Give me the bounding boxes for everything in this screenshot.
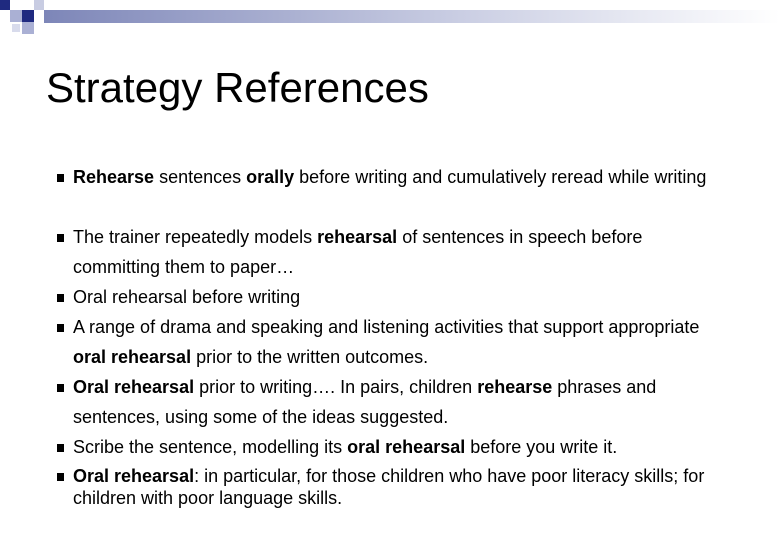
bullet-marker-icon xyxy=(57,444,64,452)
bullet-text-segment: Scribe the sentence, modelling its xyxy=(73,437,348,457)
bullet-text-segment: prior to writing…. In pairs, children xyxy=(194,377,478,397)
bullet-text-bold: Oral rehearsal xyxy=(73,466,195,486)
bullet-text-bold: oral rehearsal xyxy=(73,347,192,367)
bullet-marker-icon xyxy=(57,324,64,332)
bullet-text-segment: before you write it. xyxy=(465,437,618,457)
bullet-text xyxy=(73,282,733,312)
bullet-marker-icon xyxy=(57,384,64,392)
bullet-text xyxy=(73,162,733,192)
bullet-text xyxy=(73,432,733,462)
bullet-text-bold: Rehearse xyxy=(73,167,155,187)
bullet-text-segment: A range of drama and speaking and listening activities that support appropriate xyxy=(73,317,700,337)
bullet-text-segment: sentences xyxy=(154,167,247,187)
bullet-text-bold: oral rehearsal xyxy=(347,437,466,457)
bullet-text-segment: prior to the written outcomes. xyxy=(191,347,429,367)
bullet-marker-icon xyxy=(57,294,64,302)
bullet-text-segment: before writing and cumulatively reread while writing xyxy=(294,167,707,187)
bullet-text-segment: The trainer repeatedly models xyxy=(73,227,318,247)
bullet-text-bold: rehearse xyxy=(477,377,553,397)
bullet-marker-icon xyxy=(57,473,64,481)
slide-title: Strategy References xyxy=(46,64,429,111)
bullet-text xyxy=(73,465,733,509)
bullet-text xyxy=(73,312,733,372)
bullet-text-bold: orally xyxy=(246,167,295,187)
bullet-text-segment: phrases and sentences, using some of the ideas suggested. xyxy=(73,377,657,427)
bullet-text xyxy=(73,222,733,282)
bullet-text-segment: Oral rehearsal before writing xyxy=(73,287,301,307)
bullet-text-segment: : in particular, for those children who have poor literacy skills; for children with poor language skills. xyxy=(73,466,705,508)
bullet-marker-icon xyxy=(57,174,64,182)
bullet-marker-icon xyxy=(57,234,64,242)
bullet-text-segment: of sentences in speech before committing them to paper… xyxy=(73,227,643,277)
bullet-text-bold: rehearsal xyxy=(317,227,398,247)
bullet-text xyxy=(73,372,733,432)
bullet-text-bold: Oral rehearsal xyxy=(73,377,195,397)
